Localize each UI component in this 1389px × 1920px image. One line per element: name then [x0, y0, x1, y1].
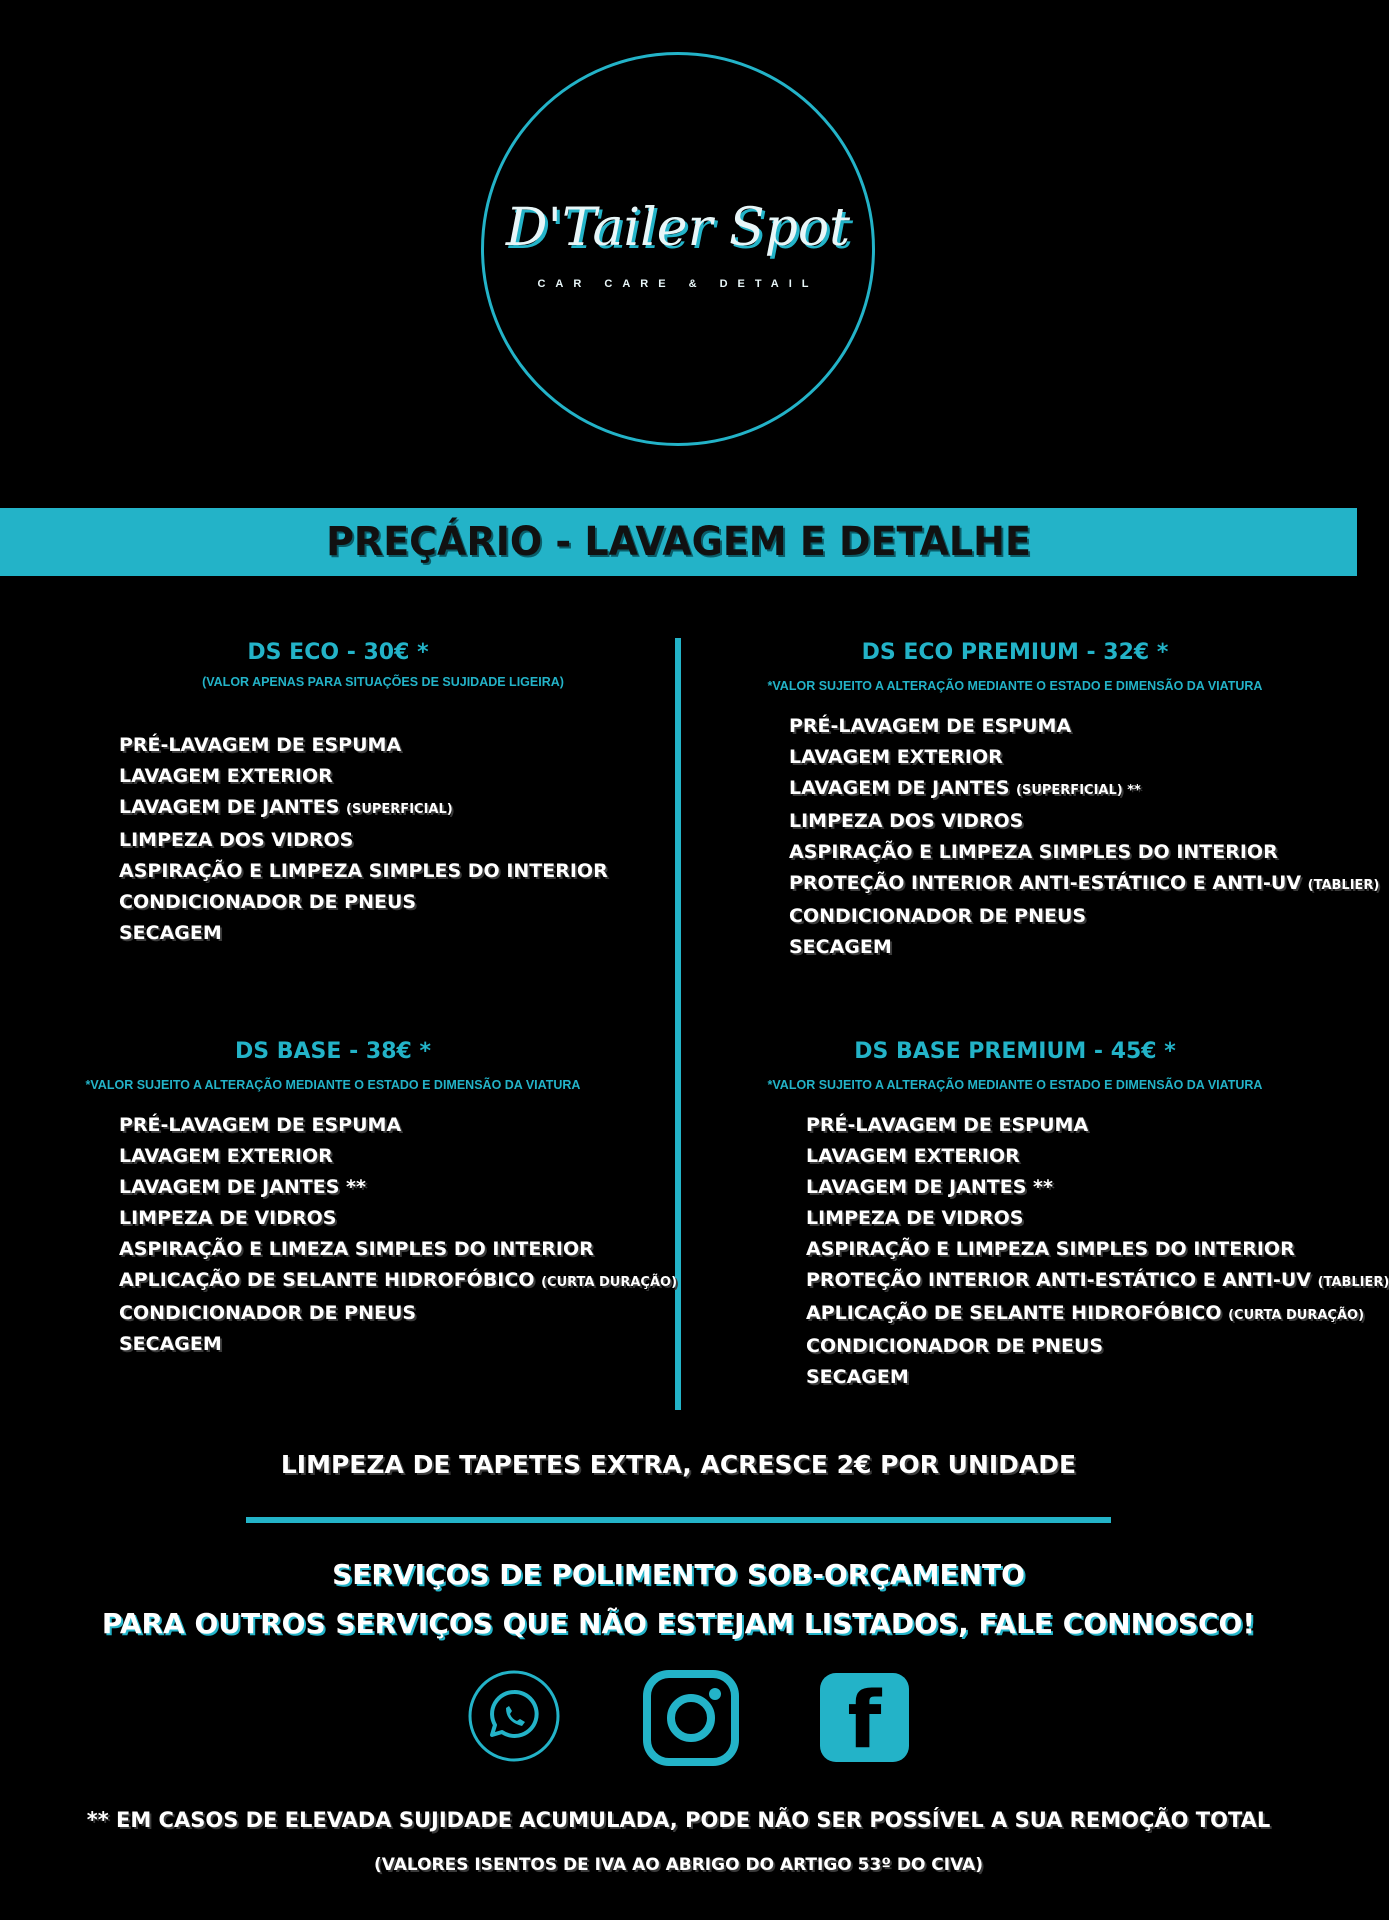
list-item: PROTEÇÃO INTERIOR ANTI-ESTÁTIICO E ANTI-UV (TABLIER) [789, 872, 1380, 894]
list-item: CONDICIONADOR DE PNEUS [119, 1302, 417, 1324]
promo-line-1: SERVIÇOS DE POLIMENTO SOB-ORÇAMENTO [332, 1558, 1025, 1591]
list-item: PRÉ-LAVAGEM DE ESPUMA [789, 715, 1072, 737]
instagram-icon[interactable] [643, 1670, 739, 1766]
promo-line-2: PARA OUTROS SERVIÇOS QUE NÃO ESTEJAM LISTADOS, FALE CONNOSCO! [101, 1607, 1256, 1640]
list-item: LIMPEZA DOS VIDROS [119, 829, 354, 851]
package-base-list [119, 1110, 677, 1360]
extra-note: LIMPEZA DE TAPETES EXTRA, ACRESCE 2€ POR UNIDADE [280, 1450, 1077, 1479]
list-item: ASPIRAÇÃO E LIMEZA SIMPLES DO INTERIOR [119, 1238, 594, 1260]
tax-note: (VALORES ISENTOS DE IVA AO ABRIGO DO ARTIGO 53º DO CIVA) [373, 1855, 984, 1875]
list-item: ASPIRAÇÃO E LIMPEZA SIMPLES DO INTERIOR [119, 860, 608, 882]
list-item: LAVAGEM EXTERIOR [119, 1145, 333, 1167]
package-base-title: DS BASE - 38€ * [235, 1039, 431, 1064]
list-item: SECAGEM [789, 936, 892, 958]
package-eco-list [119, 730, 608, 949]
list-item: LIMPEZA DE VIDROS [806, 1207, 1024, 1229]
list-item: APLICAÇÃO DE SELANTE HIDROFÓBICO (CURTA DURAÇÃO) [806, 1302, 1365, 1324]
package-eco-premium-list [789, 711, 1379, 963]
list-item: APLICAÇÃO DE SELANTE HIDROFÓBICO (CURTA DURAÇÃO) [119, 1269, 678, 1291]
list-item: PROTEÇÃO INTERIOR ANTI-ESTÁTICO E ANTI-UV (TABLIER) [806, 1269, 1389, 1291]
list-item: PRÉ-LAVAGEM DE ESPUMA [806, 1114, 1089, 1136]
list-item: ASPIRAÇÃO E LIMPEZA SIMPLES DO INTERIOR [789, 841, 1278, 863]
horizontal-divider [246, 1517, 1111, 1523]
list-item: CONDICIONADOR DE PNEUS [789, 905, 1087, 927]
list-item: LAVAGEM EXTERIOR [789, 746, 1003, 768]
list-item: CONDICIONADOR DE PNEUS [806, 1335, 1104, 1357]
list-item: LIMPEZA DOS VIDROS [789, 810, 1024, 832]
list-item: LAVAGEM DE JANTES (SUPERFICIAL) ** [789, 777, 1141, 799]
list-item: SECAGEM [119, 1333, 222, 1355]
whatsapp-icon[interactable] [468, 1670, 560, 1762]
list-item: LAVAGEM DE JANTES ** [806, 1176, 1053, 1198]
list-item: LAVAGEM DE JANTES (SUPERFICIAL) [119, 796, 453, 818]
package-base-premium-list [806, 1110, 1389, 1393]
list-item: LIMPEZA DE VIDROS [119, 1207, 337, 1229]
disclaimer: ** EM CASOS DE ELEVADA SUJIDADE ACUMULADA, PODE NÃO SER POSSÍVEL A SUA REMOÇÃO TOTAL [86, 1808, 1271, 1832]
logo-name: D'Tailer Spot [505, 198, 851, 258]
package-base-premium-note: *VALOR SUJEITO A ALTERAÇÃO MEDIANTE O ESTADO E DIMENSÃO DA VIATURA [767, 1078, 1263, 1092]
logo-tagline: CAR CARE & DETAIL [537, 278, 819, 290]
list-item: SECAGEM [806, 1366, 909, 1388]
list-item: LAVAGEM EXTERIOR [806, 1145, 1020, 1167]
page-title: PREÇÁRIO - LAVAGEM E DETALHE [326, 519, 1031, 565]
package-eco-premium-note: *VALOR SUJEITO A ALTERAÇÃO MEDIANTE O ESTADO E DIMENSÃO DA VIATURA [767, 679, 1263, 693]
list-item: ASPIRAÇÃO E LIMPEZA SIMPLES DO INTERIOR [806, 1238, 1295, 1260]
package-eco-title: DS ECO - 30€ * [247, 640, 429, 665]
package-base-note: *VALOR SUJEITO A ALTERAÇÃO MEDIANTE O ESTADO E DIMENSÃO DA VIATURA [85, 1078, 581, 1092]
list-item: PRÉ-LAVAGEM DE ESPUMA [119, 734, 402, 756]
package-eco-premium-title: DS ECO PREMIUM - 32€ * [861, 640, 1169, 665]
list-item: LAVAGEM DE JANTES ** [119, 1176, 366, 1198]
package-eco-note: (VALOR APENAS PARA SITUAÇÕES DE SUJIDADE LIGEIRA) [202, 675, 564, 689]
list-item: PRÉ-LAVAGEM DE ESPUMA [119, 1114, 402, 1136]
facebook-icon[interactable]: f [820, 1673, 909, 1762]
list-item: SECAGEM [119, 922, 222, 944]
package-base-premium-title: DS BASE PREMIUM - 45€ * [854, 1039, 1176, 1064]
list-item: LAVAGEM EXTERIOR [119, 765, 333, 787]
list-item: CONDICIONADOR DE PNEUS [119, 891, 417, 913]
